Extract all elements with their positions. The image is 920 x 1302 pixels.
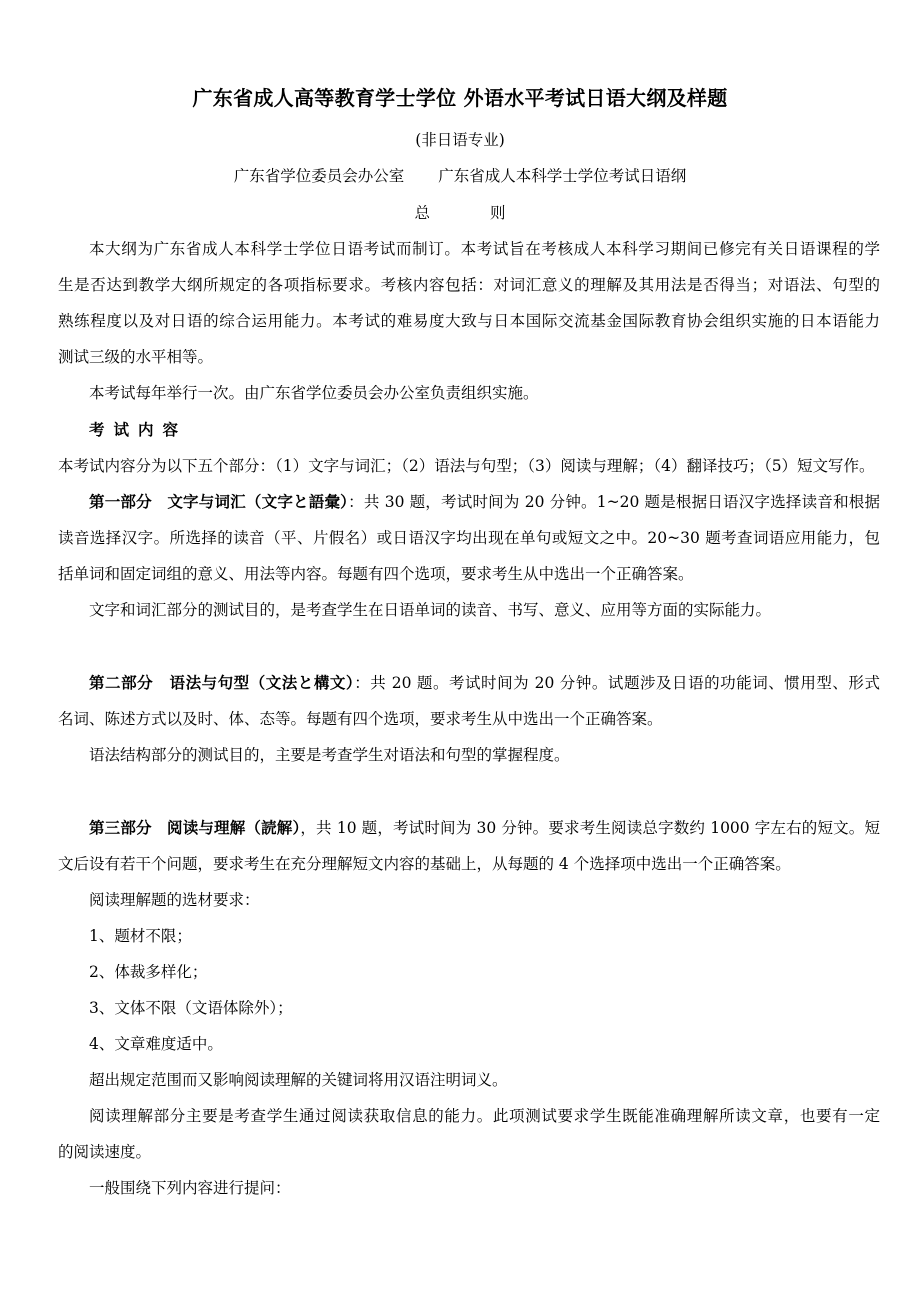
part1-text-1: ：共 30 题，考试时间为 20 分钟。1~20 题是根据日语汉字选择读音和根据: [348, 493, 880, 511]
part3-material-intro: 阅读理解题的选材要求：: [89, 891, 260, 909]
part1-line-3: 括单词和固定词组的意义、用法等内容。每题有四个选项，要求考生从中选出一个正确答案。: [58, 565, 694, 583]
general-heading-b: 则: [490, 204, 506, 222]
part2-text-1: ：共 20 题。考试时间为 20 分钟。试题涉及日语的功能词、惯用型、形式: [354, 674, 880, 692]
content-heading: 考试内容: [89, 420, 188, 439]
part3-purpose-line-2: 的阅读速度。: [58, 1143, 152, 1161]
document-title: 广东省成人高等教育学士学位 外语水平考试日语大纲及样题: [192, 86, 728, 110]
general-heading: [0, 203, 920, 223]
requirement-1: 1、题材不限；: [89, 927, 192, 945]
part3-line-1: [89, 818, 880, 838]
general-heading-a: 总: [414, 204, 430, 222]
para1-line-1: 本大纲为广东省成人本科学士学位日语考试而制订。本考试旨在考核成人本科学习期间已修完有关日语课程的学: [89, 240, 880, 258]
part3-purpose-line-1: 阅读理解部分主要是考查学生通过阅读获取信息的能力。此项测试要求学生既能准确理解所读文章，也要有一定: [89, 1107, 880, 1125]
issuer-right: 广东省成人本科学士学位考试日语纲: [438, 167, 687, 185]
content-intro: 本考试内容分为以下五个部分：（1）文字与词汇；（2）语法与句型；（3）阅读与理解；（4）翻译技巧；（5）短文写作。: [58, 457, 875, 475]
para1-line-3: 熟练程度以及对日语的综合运用能力。本考试的难易度大致与日本国际交流基金国际教育协会组织实施的日本语能力: [58, 312, 880, 330]
part1-name: 文字与词汇（文字と語彙）: [167, 492, 349, 511]
requirement-2: 2、体裁多样化；: [89, 963, 208, 981]
para1-line-2: 生是否达到教学大纲所规定的各项指标要求。考核内容包括：对词汇意义的理解及其用法是否得当；对语法、句型的: [58, 276, 880, 294]
para2: 本考试每年举行一次。由广东省学位委员会办公室负责组织实施。: [89, 384, 539, 402]
part1-label: 第一部分: [89, 492, 152, 511]
part3-question-intro: 一般围绕下列内容进行提问：: [89, 1179, 291, 1197]
part3-text-1: ，共 10 题，考试时间为 30 分钟。要求考生阅读总字数约 1000 字左右的短文。短: [300, 819, 880, 837]
issuer-line: [0, 166, 920, 186]
part2-purpose: 语法结构部分的测试目的，主要是考查学生对语法和句型的掌握程度。: [89, 746, 570, 764]
part1-line-1: [89, 492, 880, 512]
requirement-4: 4、文章难度适中。: [89, 1035, 223, 1053]
part3-name: 阅读与理解（読解）: [167, 818, 301, 837]
document-subtitle: (非日语专业): [415, 131, 505, 149]
part3-vocab-note: 超出规定范围而又影响阅读理解的关键词将用汉语注明词义。: [89, 1071, 508, 1089]
part3-line-2: 文后设有若干个问题，要求考生在充分理解短文内容的基础上，从每题的 4 个选择项中选出一个正确答案。: [58, 855, 791, 873]
part2-label: 第二部分: [89, 673, 154, 692]
issuer-left: 广东省学位委员会办公室: [233, 167, 405, 185]
part1-purpose: 文字和词汇部分的测试目的，是考查学生在日语单词的读音、书写、意义、应用等方面的实际能力。: [89, 601, 772, 619]
part2-line-2: 名词、陈述方式以及时、体、态等。每题有四个选项，要求考生从中选出一个正确答案。: [58, 710, 663, 728]
para1-line-4: 测试三级的水平相等。: [58, 348, 214, 366]
part2-name: 语法与句型（文法と構文）: [169, 673, 355, 692]
part3-label: 第三部分: [89, 818, 152, 837]
part2-line-1: [89, 673, 880, 693]
part1-line-2: 读音选择汉字。所选择的读音（平、片假名）或日语汉字均出现在单句或短文之中。20~30 题考查词语应用能力，包: [58, 529, 880, 547]
requirement-3: 3、文体不限（文语体除外）；: [89, 999, 293, 1017]
